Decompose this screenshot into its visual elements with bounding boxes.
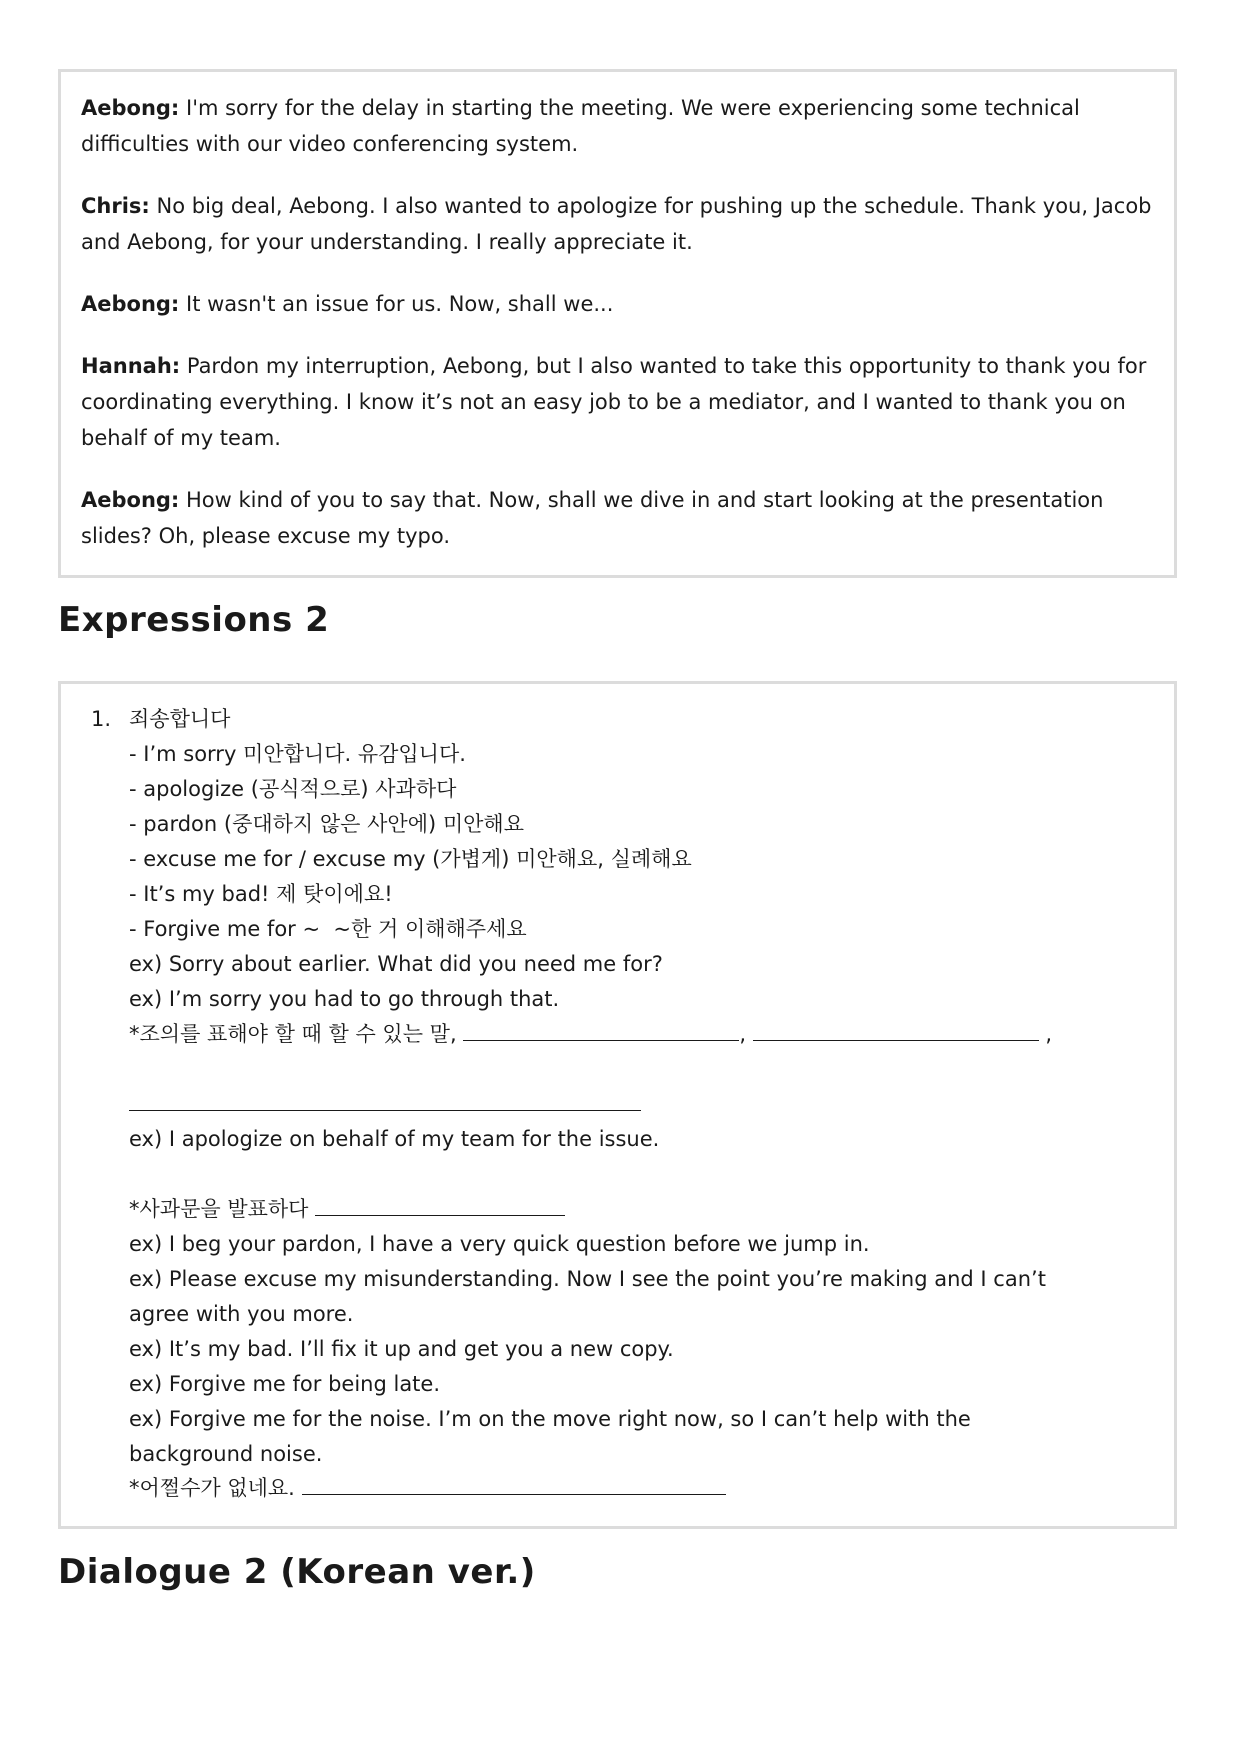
expressions-box [58, 681, 1177, 1529]
dialogue-line [81, 90, 1154, 162]
dialogue-line [81, 348, 1154, 456]
expression-line: - Forgive me for ~ ~한 거 이해해주세요 [129, 917, 527, 941]
expression-title [91, 702, 1154, 737]
fill-blank [315, 1193, 565, 1216]
prompt-text: *어쩔수가 없네요. [129, 1476, 295, 1500]
prompt-text: *조의를 표해야 할 때 할 수 있는 말, [129, 1022, 457, 1046]
utterance: No big deal, Aebong. I also wanted to apologize for pushing up the schedule. Thank you, Jacob and Aebong, for your understanding. I really appreciate it. [81, 194, 1152, 254]
speaker: Aebong: [81, 292, 180, 316]
blank-line [91, 1087, 1154, 1122]
utterance: I'm sorry for the delay in starting the meeting. We were experiencing some technical difficulties with our video conferencing system. [81, 96, 1080, 156]
fill-blank [129, 1102, 641, 1111]
expression-line: - pardon (중대하지 않은 사안에) 미안해요 [129, 812, 525, 836]
speaker: Aebong: [81, 488, 180, 512]
expression-line: ex) I beg your pardon, I have a very quick question before we jump in. [129, 1232, 870, 1256]
expression-line: ex) I apologize on behalf of my team for the issue. [129, 1127, 660, 1151]
section-heading-dialogue-2: Dialogue 2 (Korean ver.) [58, 1552, 536, 1592]
dialogue-line [81, 286, 1154, 322]
expression-line: ex) It’s my bad. I’ll fix it up and get you a new copy. [129, 1337, 674, 1361]
speaker: Aebong: [81, 96, 180, 120]
expression-line: ex) Sorry about earlier. What did you need me for? [129, 952, 663, 976]
expression-line: ex) I’m sorry you had to go through that. [129, 987, 560, 1011]
condolence-prompt [91, 1017, 1154, 1052]
speaker: Hannah: [81, 354, 181, 378]
utterance: How kind of you to say that. Now, shall we dive in and start looking at the presentation slides? Oh, please excuse my typo. [81, 488, 1104, 548]
expression-line: ex) Forgive me for the noise. I’m on the move right now, so I can’t help with the [129, 1407, 971, 1431]
fill-blank [753, 1018, 1039, 1041]
comma: , [1038, 1022, 1053, 1046]
expression-line: - apologize (공식적으로) 사과하다 [129, 777, 457, 801]
dialogue-line [81, 188, 1154, 260]
section-heading-expressions: Expressions 2 [58, 600, 330, 640]
expression-line: - excuse me for / excuse my (가볍게) 미안해요, 실례해요 [129, 847, 692, 871]
statement-prompt [91, 1192, 1154, 1227]
expression-line: - I’m sorry 미안합니다. 유감입니다. [129, 742, 466, 766]
expression-line: agree with you more. [129, 1302, 354, 1326]
expression-line: ex) Please excuse my misunderstanding. Now I see the point you’re making and I can’t [129, 1267, 1046, 1291]
expression-title-text: 죄송합니다 [129, 707, 231, 731]
fill-blank [463, 1018, 739, 1041]
expression-line: - It’s my bad! 제 탓이에요! [129, 882, 393, 906]
dialogue-line [81, 482, 1154, 554]
speaker: Chris: [81, 194, 150, 218]
prompt-text: *사과문을 발표하다 [129, 1197, 309, 1221]
cant-help-prompt [91, 1472, 1154, 1503]
utterance: It wasn't an issue for us. Now, shall we... [179, 292, 614, 316]
comma: , [739, 1022, 746, 1046]
dialogue-box [58, 69, 1177, 578]
list-number: 1. [91, 707, 112, 731]
expression-line: ex) Forgive me for being late. [129, 1372, 441, 1396]
utterance: Pardon my interruption, Aebong, but I also wanted to take this opportunity to thank you for coordinating everything. I know it’s not an easy job to be a mediator, and I wanted to thank you on behalf of my team. [81, 354, 1147, 450]
expression-line: background noise. [129, 1442, 323, 1466]
fill-blank [302, 1472, 726, 1495]
